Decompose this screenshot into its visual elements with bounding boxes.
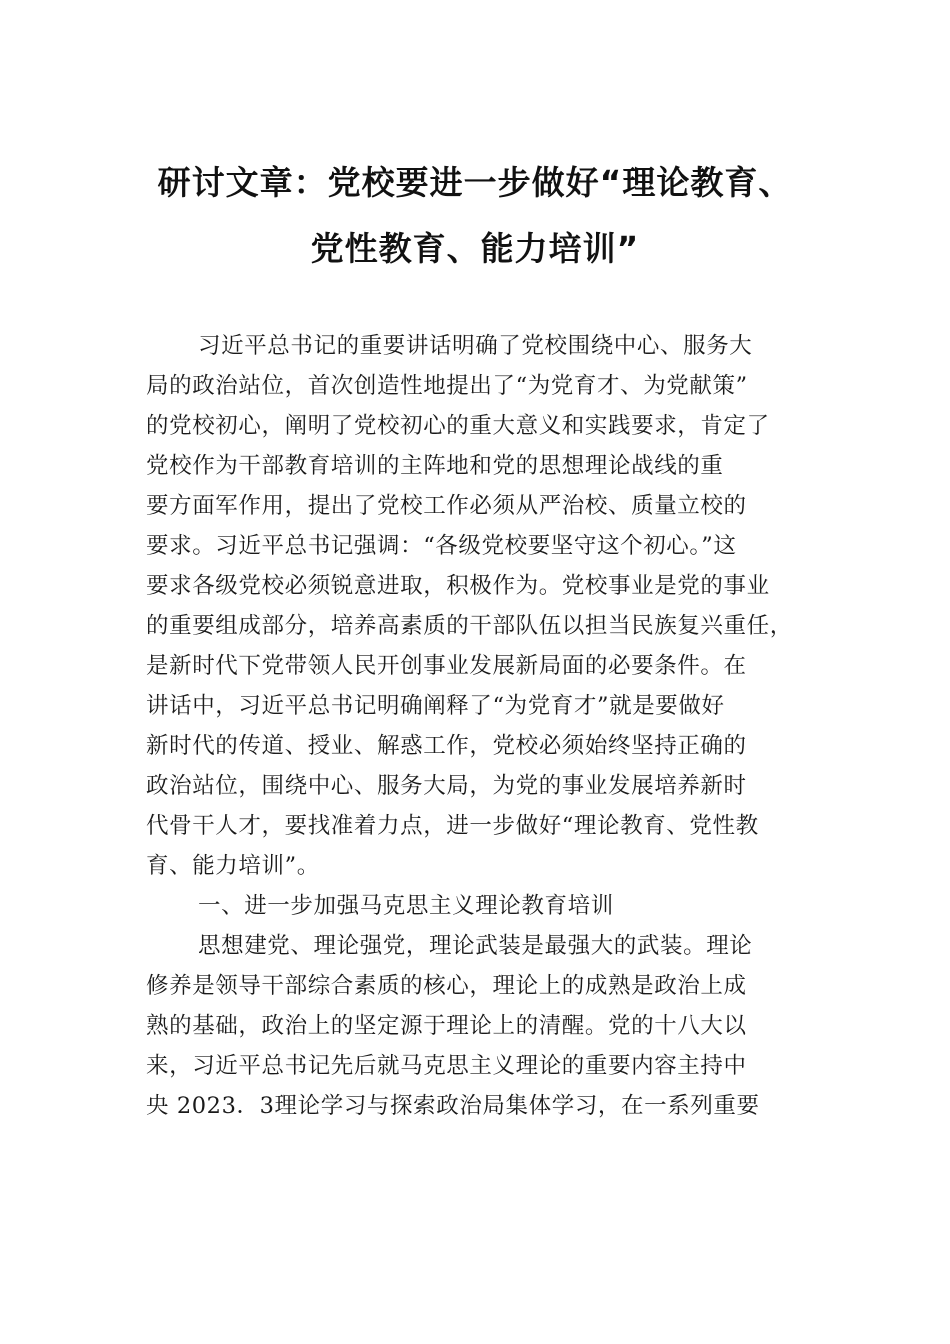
paragraph-line: 育、能力培训”。 — [146, 853, 320, 879]
paragraph-line: 要方面军作用，提出了党校工作必须从严治校、质量立校的 — [146, 493, 747, 519]
paragraph-line: 思想建党、理论强党，理论武装是最强大的武装。理论 — [198, 933, 753, 959]
paragraph-line: 的重要组成部分，培养高素质的干部队伍以担当民族复兴重任， — [146, 613, 793, 639]
paragraph-line: 政治站位，围绕中心、服务大局，为党的事业发展培养新时 — [146, 773, 747, 799]
paragraph-line: 来，习近平总书记先后就马克思主义理论的重要内容主持中 — [146, 1053, 747, 1079]
paragraph-line: 局的政治站位，首次创造性地提出了“为党育才、为党献策” — [146, 373, 748, 399]
paragraph-line: 修养是领导干部综合素质的核心，理论上的成熟是政治上成 — [146, 973, 747, 999]
paragraph-line: 的党校初心，阐明了党校初心的重大意义和实践要求，肯定了 — [146, 413, 770, 439]
title-line-1: 研讨文章：党校要进一步做好“理论教育、 — [157, 163, 793, 202]
paragraph-line: 习近平总书记的重要讲话明确了党校围绕中心、服务大 — [198, 333, 753, 359]
title-line-2: 党性教育、能力培训” — [310, 229, 640, 268]
paragraph-line: 是新时代下党带领人民开创事业发展新局面的必要条件。在 — [146, 653, 747, 679]
paragraph-line: 要求各级党校必须锐意进取，积极作为。党校事业是党的事业 — [146, 573, 770, 599]
section-heading: 一、进一步加强马克思主义理论教育培训 — [198, 893, 614, 919]
paragraph-line: 党校作为干部教育培训的主阵地和党的思想理论战线的重 — [146, 453, 724, 479]
paragraph-line: 讲话中，习近平总书记明确阐释了“为党育才”就是要做好 — [146, 693, 725, 719]
paragraph-line: 要求。习近平总书记强调：“各级党校要坚守这个初心。”这 — [146, 533, 737, 559]
document-body — [146, 326, 846, 1126]
paragraph-line: 代骨干人才，要找准着力点，进一步做好“理论教育、党性教 — [146, 813, 759, 839]
paragraph-line: 熟的基础，政治上的坚定源于理论上的清醒。党的十八大以 — [146, 1013, 747, 1039]
paragraph-line: 央 2023．3理论学习与探索政治局集体学习，在一系列重要 — [146, 1093, 760, 1119]
document-title — [120, 150, 830, 282]
paragraph-line: 新时代的传道、授业、解惑工作，党校必须始终坚持正确的 — [146, 733, 747, 759]
